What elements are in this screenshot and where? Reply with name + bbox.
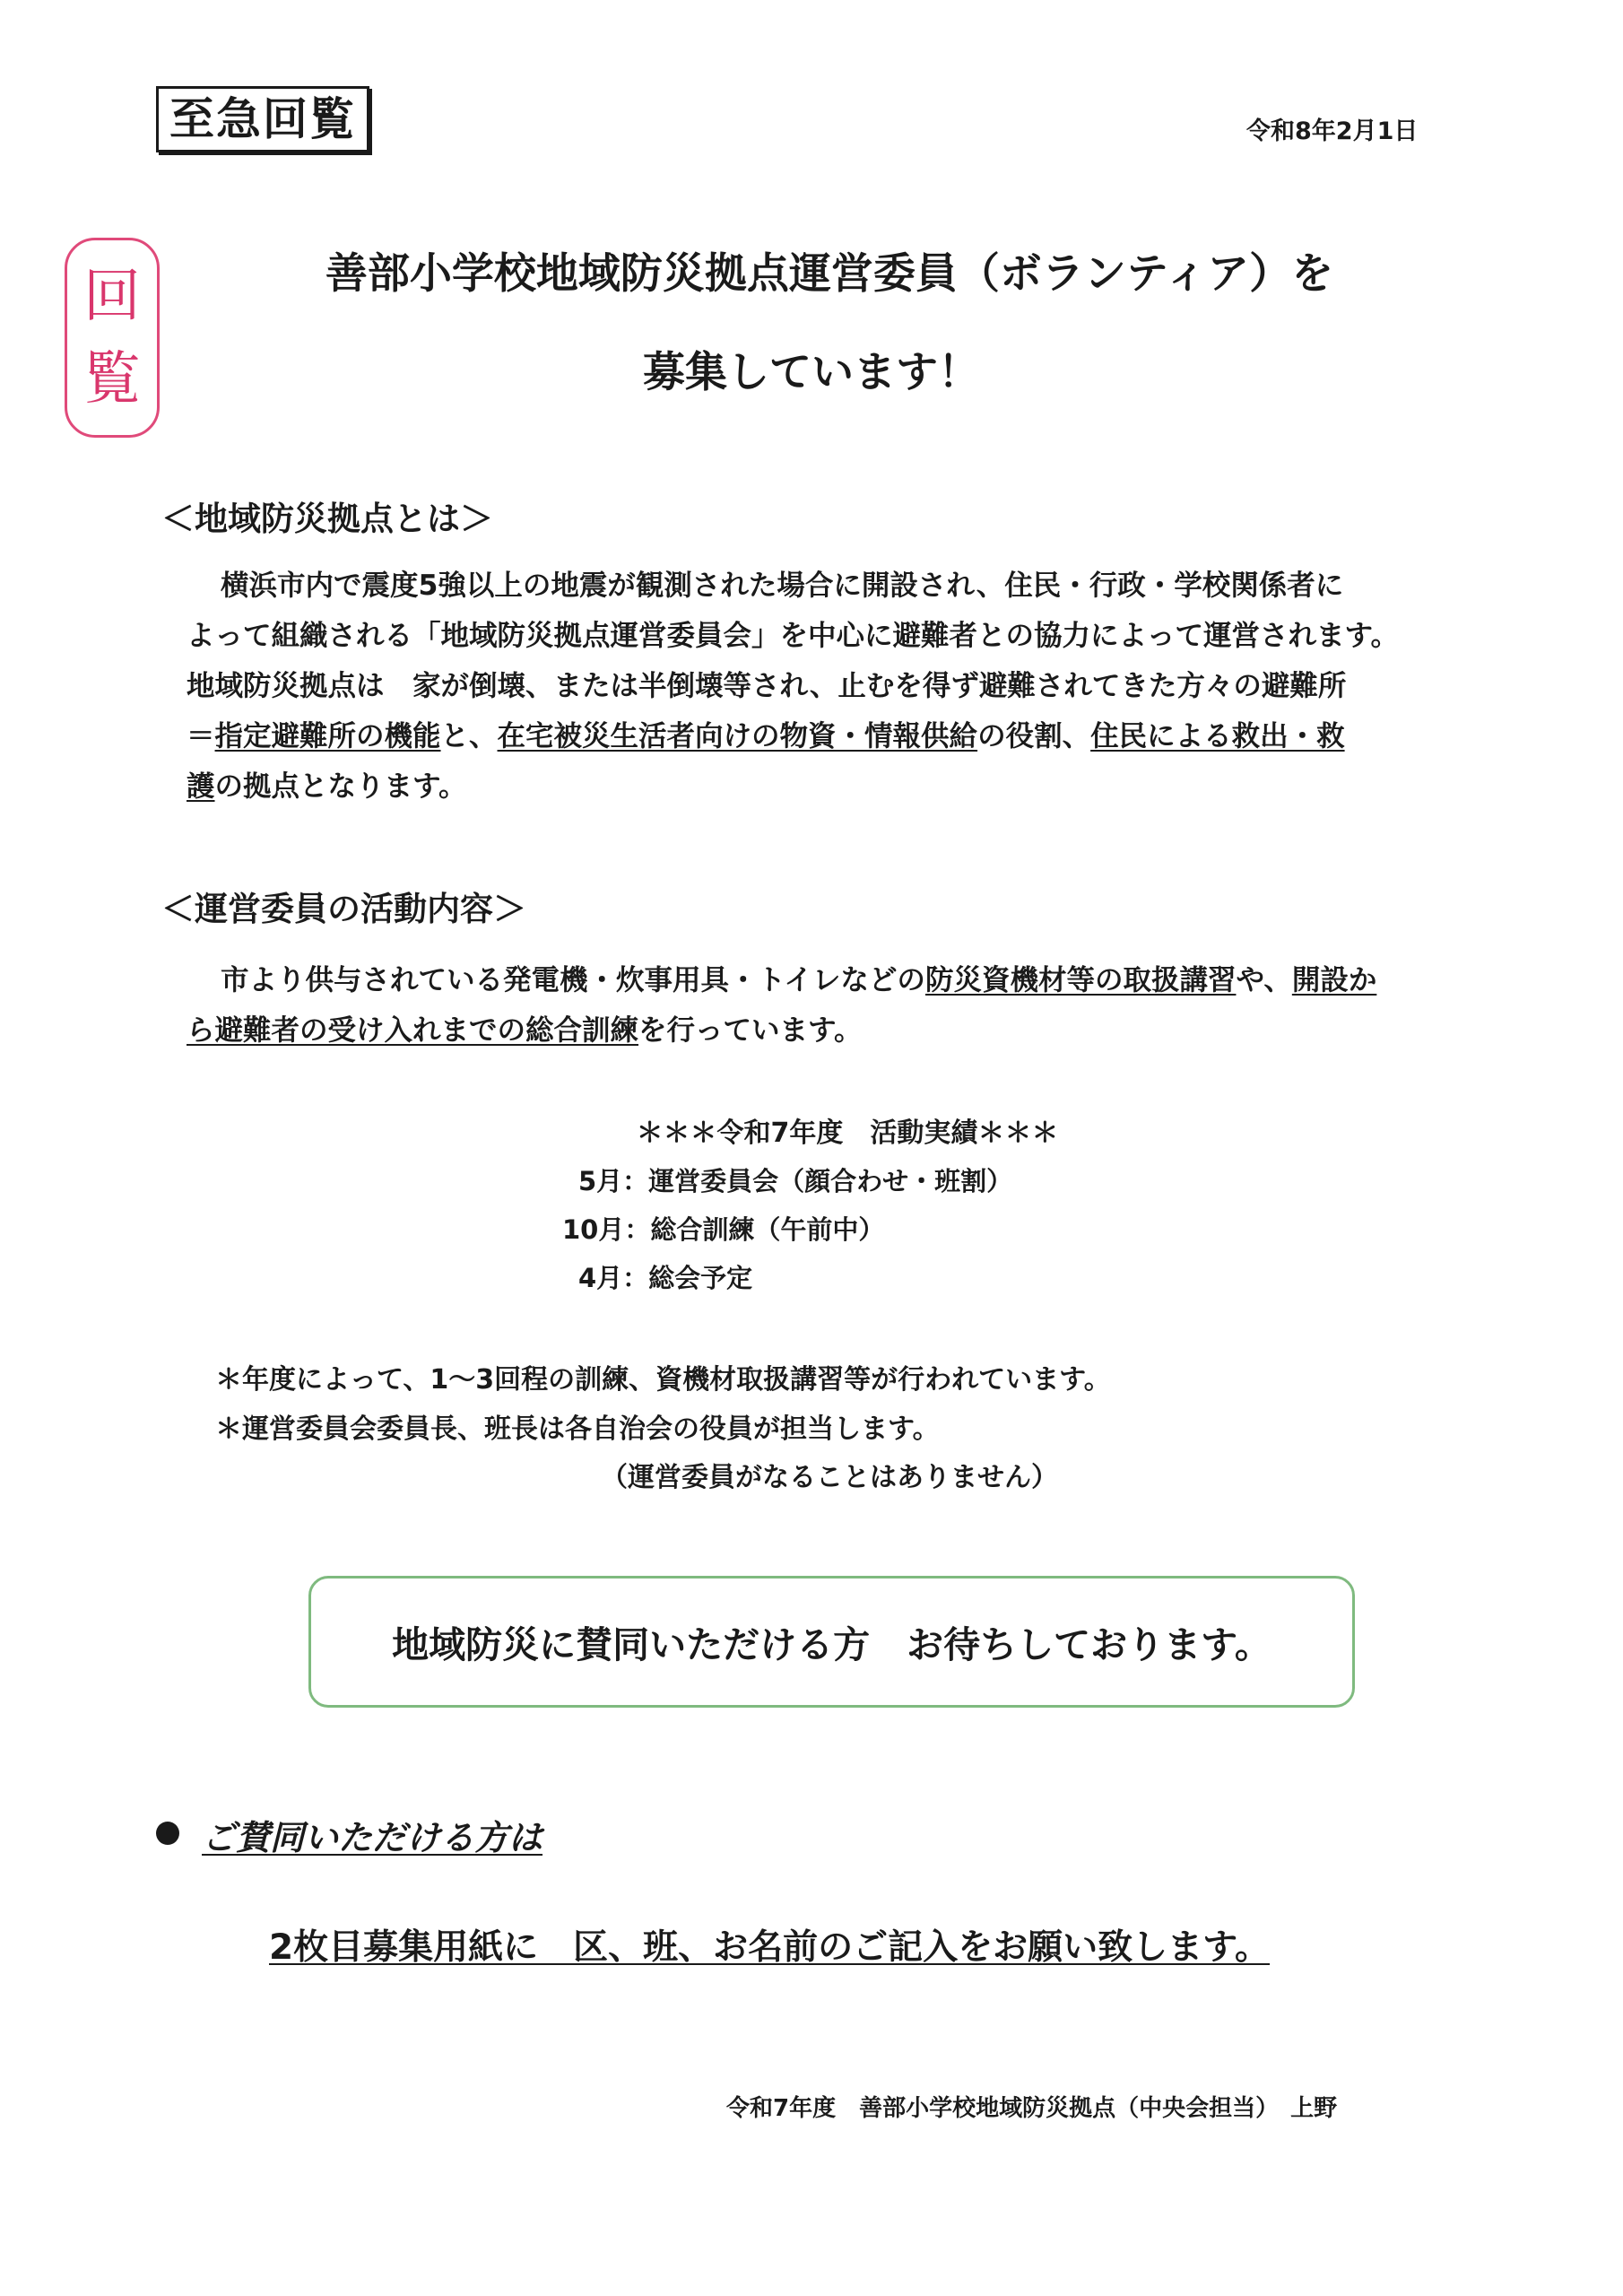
text-span: や、 [1236, 964, 1292, 996]
paragraph-line [187, 1005, 1487, 1056]
underlined-text: 防災資機材等の取扱講習 [924, 964, 1237, 996]
paragraph-line [187, 761, 1487, 812]
title-line-1: 善部小学校地域防災拠点運営委員（ボランティア）を [325, 249, 1334, 299]
activity-item: 4月：総会予定 [578, 1263, 753, 1293]
note-chair-aside: （運営委員がなることはありません） [601, 1462, 1058, 1493]
section-body-activities [187, 955, 1487, 1056]
text-span: の拠点となります。 [214, 770, 467, 803]
text-span: の役割、 [977, 720, 1091, 752]
underlined-text: 住民による救出・救 [1090, 720, 1345, 752]
underlined-text: 2枚目募集用紙に 区、班、お名前のご記入をお願い致します。 [269, 1927, 1271, 1968]
underlined-text: ご賛同いただける方は [202, 1818, 543, 1857]
apply-heading [202, 1810, 542, 1859]
note-chair: ＊運営委員会委員長、班長は各自治会の役員が担当します。 [215, 1413, 940, 1445]
callout-box [308, 1576, 1355, 1708]
note-training: ＊年度によって、1～3回程の訓練、資機材取扱講習等が行われています。 [215, 1364, 1111, 1396]
urgent-circulation-label: 至急回覧 [156, 86, 369, 152]
paragraph-line [187, 711, 1487, 761]
callout-text: 地域防災に賛同いただける方 お待ちしております。 [392, 1623, 1271, 1666]
document-date: 令和8年2月1日 [1246, 117, 1419, 145]
footer-signature: 令和7年度 善部小学校地域防災拠点（中央会担当） 上野 [726, 2095, 1338, 2122]
text-span: を行っています。 [638, 1014, 863, 1047]
underlined-text: ら避難者の受け入れまでの総合訓練 [187, 1014, 639, 1047]
stamp-char-bottom: 覧 [83, 345, 141, 413]
paragraph-line: よって組織される「地域防災拠点運営委員会」を中心に避難者との協力によって運営されます。 [187, 620, 1399, 652]
text-span: 市より供与されている発電機・炊事用具・トイレなどの [221, 964, 925, 996]
text-span: ＝ [187, 720, 215, 752]
section-heading-activities: ＜運営委員の活動内容＞ [161, 890, 526, 928]
activity-item: 5月：運営委員会（顔合わせ・班割） [578, 1166, 1013, 1196]
text-span: と、 [440, 720, 498, 752]
section-heading-evacuation-base: ＜地域防災拠点とは＞ [161, 500, 493, 538]
paragraph-line: 横浜市内で震度5強以上の地震が観測された場合に開設され、住民・行政・学校関係者に [221, 570, 1344, 602]
underlined-text: 開設か [1291, 964, 1377, 996]
underlined-text: 護 [187, 770, 215, 803]
underlined-text: 在宅被災生活者向けの物資・情報供給 [497, 720, 978, 752]
apply-request [269, 1919, 1270, 1970]
paragraph-line [187, 955, 1487, 1005]
activity-item: 10月：総合訓練（午前中） [562, 1214, 885, 1245]
section-body-evacuation-base [187, 561, 1487, 812]
underlined-text: 指定避難所の機能 [214, 720, 441, 752]
paragraph-line: 地域防災拠点は 家が倒壊、または半倒壊等され、止むを得ず避難されてきた方々の避難所 [187, 670, 1347, 702]
stamp-char-top: 回 [83, 263, 141, 330]
title-line-2: 募集しています！ [643, 348, 980, 397]
bullet-icon [156, 1822, 179, 1845]
activities-title: ＊＊＊令和7年度 活動実績＊＊＊ [636, 1118, 1059, 1149]
